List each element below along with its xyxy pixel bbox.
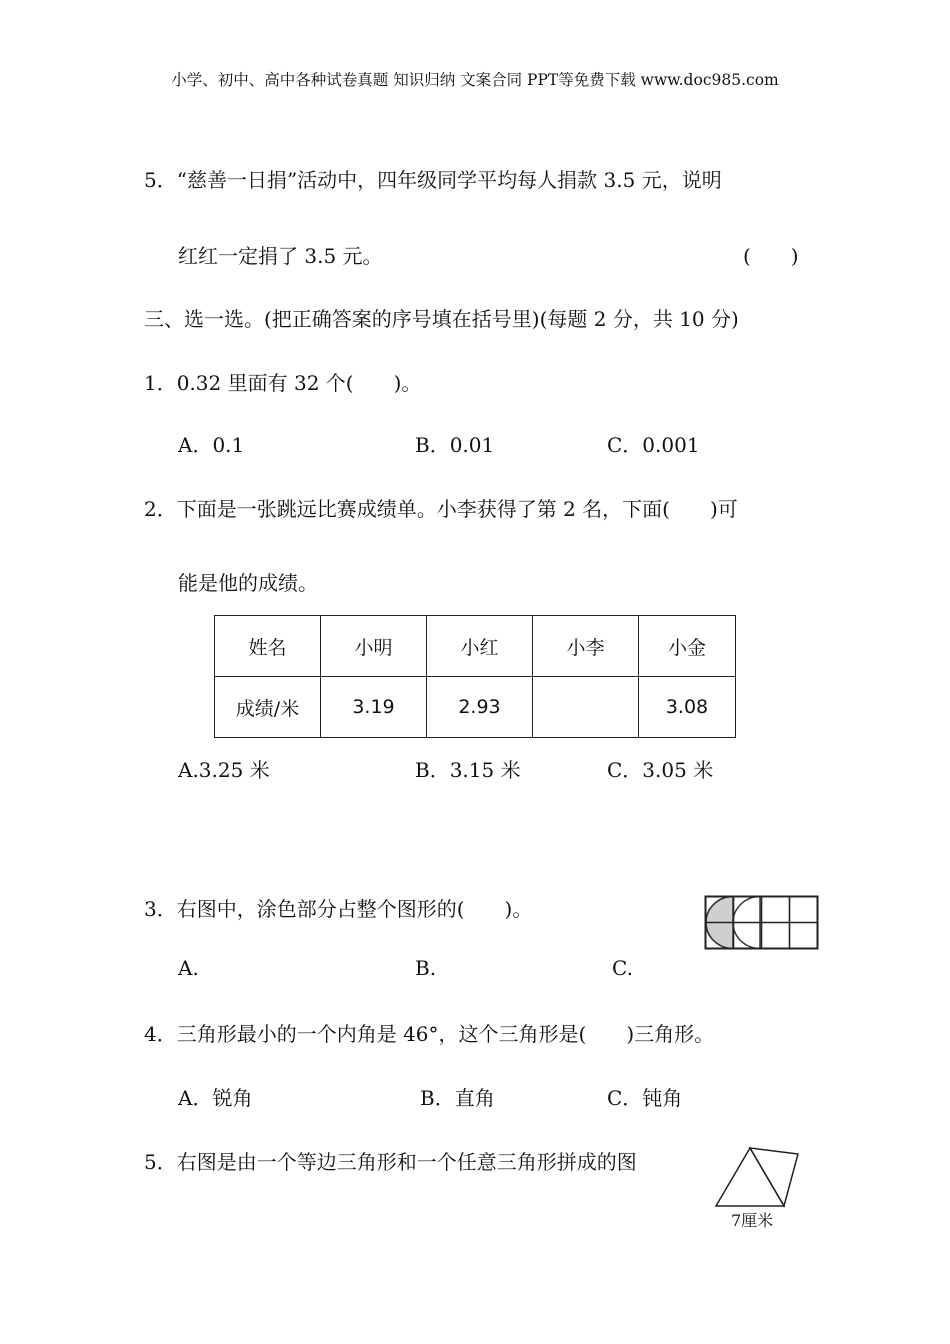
triangle-figure — [712, 1142, 804, 1212]
figure-side-label: 7厘米 — [731, 1211, 774, 1230]
equilateral-triangle — [716, 1148, 784, 1206]
page-header: 小学、初中、高中各种试卷真题 知识归纳 文案合同 PPT等免费下载 www.doc985.com — [171, 71, 779, 89]
q3-option-b: B. — [415, 956, 437, 980]
question-3: 3．右图中，涂色部分占整个图形的( )。 — [144, 897, 533, 921]
q1-option-b: B．0.01 — [415, 433, 495, 457]
answer-bracket: ( ) — [743, 244, 799, 268]
table-cell: 小明 — [321, 616, 427, 677]
question-2-line1: 2．下面是一张跳远比赛成绩单。小李获得了第 2 名，下面( )可 — [144, 497, 738, 521]
arbitrary-triangle — [750, 1148, 798, 1206]
q4-option-b: B．直角 — [420, 1086, 495, 1110]
table-cell — [533, 677, 639, 738]
table-row — [215, 677, 736, 738]
q2-option-c: C．3.05 米 — [607, 758, 714, 782]
q4-option-a: A．锐角 — [178, 1086, 253, 1110]
q3-option-a: A. — [178, 956, 199, 980]
q3-option-c: C. — [612, 956, 633, 980]
q1-option-a: A．0.1 — [178, 433, 245, 457]
table-cell: 小红 — [427, 616, 533, 677]
section-title: 三、选一选。(把正确答案的序号填在括号里)(每题 2 分，共 10 分) — [144, 307, 739, 331]
q2-option-b: B．3.15 米 — [415, 758, 521, 782]
judge-q5-line1: 5．“慈善一日捐”活动中，四年级同学平均每人捐款 3.5 元，说明 — [144, 168, 722, 192]
table-cell: 3.08 — [639, 677, 736, 738]
question-1: 1．0.32 里面有 32 个( )。 — [144, 371, 422, 395]
question-4: 4．三角形最小的一个内角是 46°，这个三角形是( )三角形。 — [144, 1022, 715, 1046]
table-cell: 小李 — [533, 616, 639, 677]
judge-q5-line2: 红红一定捐了 3.5 元。 — [178, 244, 383, 268]
table-cell: 姓名 — [215, 616, 321, 677]
table-cell: 成绩/米 — [215, 677, 321, 738]
table-cell: 小金 — [639, 616, 736, 677]
q2-option-a: A.3.25 米 — [178, 758, 270, 782]
question-5: 5．右图是由一个等边三角形和一个任意三角形拼成的图 — [144, 1150, 637, 1174]
table-cell: 2.93 — [427, 677, 533, 738]
q4-option-c: C．钝角 — [607, 1086, 683, 1110]
table-header-row — [215, 616, 736, 677]
question-2-line2: 能是他的成绩。 — [178, 571, 318, 595]
table-cell: 3.19 — [321, 677, 427, 738]
q1-option-c: C．0.001 — [607, 433, 700, 457]
score-table — [214, 615, 736, 738]
shaded-grid-figure — [704, 895, 820, 953]
